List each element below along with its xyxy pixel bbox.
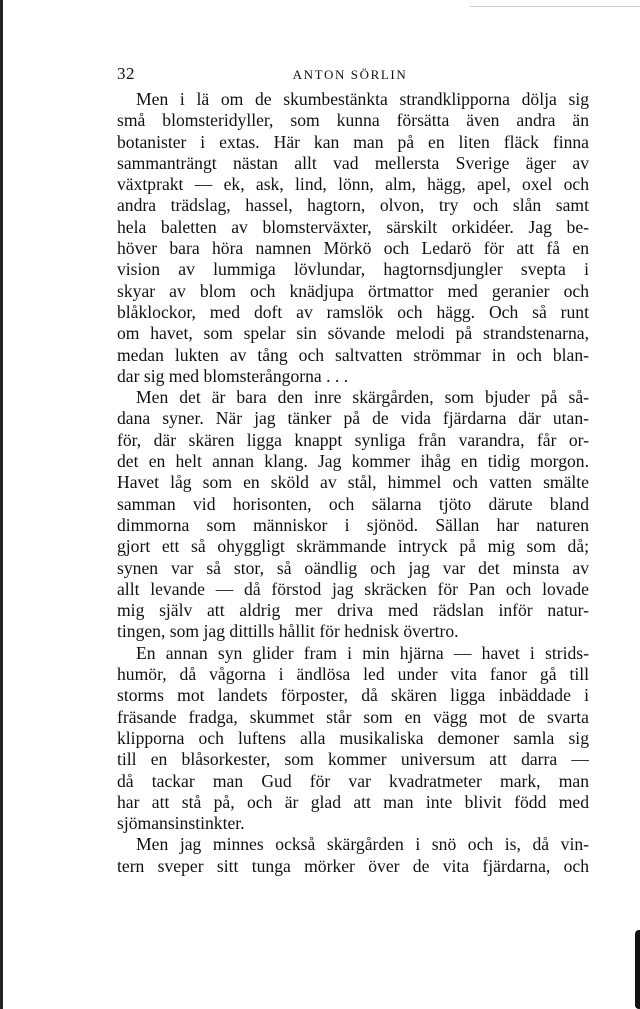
text-line: sammanträngt nästan allt vad mellersta Sverige äger av [117,152,589,173]
text-line: då tackar man Gud för var kvadratmeter mark, man [117,770,589,791]
text-line: botanister i extas. Här kan man på en liten fläck finna [117,131,589,152]
text-line: till en blåsorkester, som kommer universum att darra — [117,749,589,770]
text-line: hela baletten av blomsterväxter, särskilt orkidéer. Jag be- [117,216,589,237]
text-line: samman vid horisonten, och sälarna tjöto därute bland [117,493,589,514]
running-head: ANTON SÖRLIN [292,67,408,82]
text-line: tern sveper sitt tunga mörker över de vita fjärdarna, och [117,855,589,876]
text-line: vision av lummiga lövlundar, hagtornsdjungler svepta i [117,259,589,280]
text-line: Havet låg som en sköld av stål, himmel och vatten smälte [117,472,589,493]
text-line: storms mot landets förposter, då skären ligga inbäddade i [117,685,589,706]
text-line: om havet, som spelar sin sövande melodi på strandstenarna, [117,323,589,344]
text-line: för, där skären ligga knappt synliga från varandra, får or- [117,429,589,450]
text-line: humör, då vågorna i ändlösa led under vita fanor gå till [117,664,589,685]
text-line: medan lukten av tång och saltvatten strömmar in och blan- [117,344,589,365]
text-line: höver bara höra namnen Mörkö och Ledarö för att få en [117,238,589,259]
text-line: En annan syn glider fram i min hjärna — havet i strids- [136,642,589,663]
text-line: skyar av blom och knädjupa örtmattor med geranier och [117,280,589,301]
text-line: det en helt annan klang. Jag kommer ihåg en tidig morgon. [117,451,589,472]
text-line: andra trädslag, hassel, hagtorn, olvon, try och slån samt [117,195,589,216]
page-corner-mark [635,930,640,1009]
page-edge-shadow [0,0,3,1009]
text-line: har att stå på, och är glad att man inte blivit född med [117,791,589,812]
text-line: klipporna och luftens alla musikaliska demoner samla sig [117,727,589,748]
text-line: blåklockor, med doft av ramslök och hägg. Och så runt [117,301,589,322]
text-line: allt levande — då förstod jag skräcken för Pan och lovade [117,578,589,599]
text-line: Men i lä om de skumbestänkta strandklipporna dölja sig [136,89,589,109]
text-line: mig själv att aldrig mer driva med rädslan inför natur- [117,600,589,621]
text-line: dar sig med blomsterångorna . . . [117,365,349,386]
text-line: växtprakt — ek, ask, lind, lönn, alm, hägg, apel, oxel och [117,174,589,195]
body-text [117,89,589,877]
text-line: gjort ett så ohyggligt skrämmande intryck på mig som då; [117,536,589,557]
text-line: tingen, som jag dittills hållit för hednisk övertro. [117,621,459,642]
text-line: dimmorna som människor i sjönöd. Sällan har naturen [117,514,589,535]
text-line: Men det är bara den inre skärgården, som bjuder på så- [136,387,589,408]
text-line: Men jag minnes också skärgården i snö och is, då vin- [136,834,589,855]
top-edge-rule [470,6,640,7]
text-line: små blomsteridyller, som kunna försätta även andra än [117,110,589,131]
text-line: fräsande fradga, skummet står som en vägg mot de svarta [117,706,589,727]
text-line: dana syner. När jag tänker på de vida fjärdarna där utan- [117,408,589,429]
page-number: 32 [117,64,135,83]
text-line: sjömansinstinkter. [117,813,245,834]
text-line: synen var så stor, så oändlig och jag var det minsta av [117,557,589,578]
